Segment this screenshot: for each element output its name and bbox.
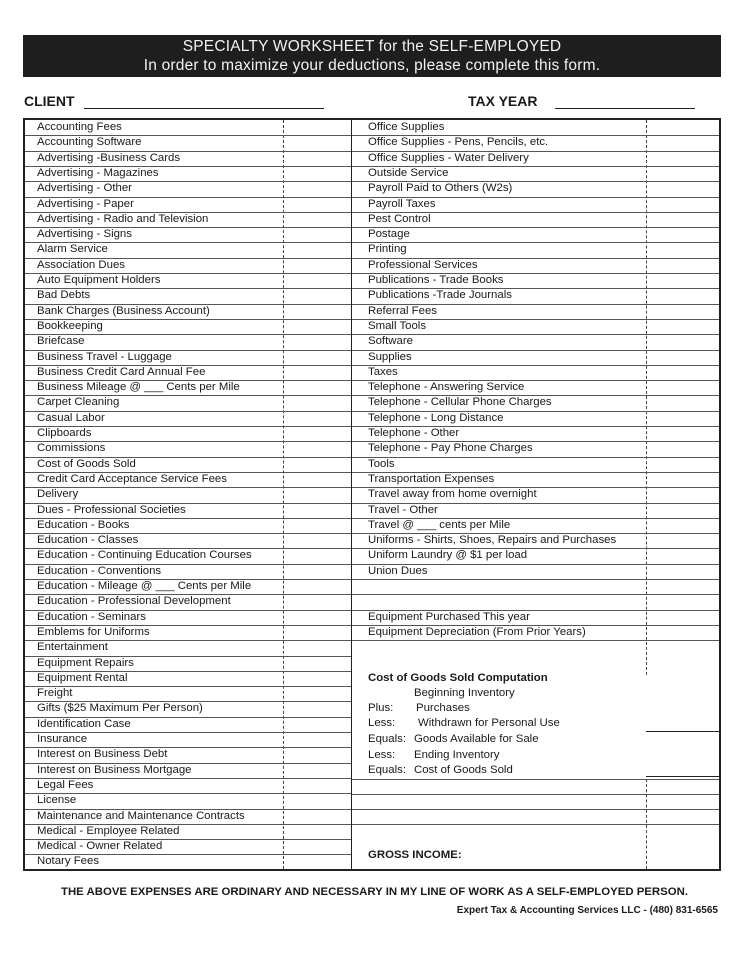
- expense-row: [25, 426, 351, 441]
- expense-row: [352, 212, 719, 227]
- expense-label: Equipment Depreciation (From Prior Years): [368, 625, 586, 638]
- expense-grid: [23, 118, 721, 871]
- expense-label: Education - Books: [37, 518, 130, 531]
- expense-label: Emblems for Uniforms: [37, 625, 150, 638]
- expense-row: [352, 503, 719, 518]
- row-divider: [352, 779, 719, 780]
- expense-row: [25, 824, 351, 839]
- expense-row: [352, 166, 719, 181]
- expense-row: [352, 533, 719, 548]
- expense-label: License: [37, 794, 77, 807]
- expense-row: [352, 242, 719, 257]
- expense-row: [352, 380, 719, 395]
- tax-year-label: TAX YEAR: [468, 93, 538, 109]
- expense-row: [25, 594, 351, 609]
- left-expense-column: [25, 120, 351, 869]
- client-label: CLIENT: [24, 93, 75, 109]
- footer-statement: THE ABOVE EXPENSES ARE ORDINARY AND NECESSARY IN MY LINE OF WORK AS A SELF-EMPLOYED PERSON.: [61, 886, 688, 898]
- cogs-equals-available: Equals: Goods Available for Sale: [368, 733, 539, 745]
- expense-row: [25, 778, 351, 793]
- expense-label: Bank Charges (Business Account): [37, 304, 210, 317]
- expense-label: Equipment Repairs: [37, 656, 134, 669]
- expense-label: Auto Equipment Holders: [37, 274, 161, 286]
- expense-label: Entertainment: [37, 641, 108, 654]
- expense-label: Telephone - Pay Phone Charges: [368, 442, 533, 455]
- expense-label: Payroll Taxes: [368, 197, 436, 210]
- expense-label: Publications - Trade Books: [368, 274, 504, 286]
- cogs-total-line: [646, 776, 719, 777]
- expense-label: Business Travel - Luggage: [37, 350, 172, 363]
- expense-label: Interest on Business Debt: [37, 748, 168, 761]
- expense-label: Bookkeeping: [37, 319, 103, 332]
- expense-label: Education - Mileage @ ___ Cents per Mile: [37, 580, 252, 592]
- expense-row: [25, 625, 351, 640]
- expense-label: Travel away from home overnight: [368, 488, 537, 501]
- expense-row: [352, 365, 719, 380]
- expense-row: [25, 380, 351, 395]
- expense-label: Education - Conventions: [37, 564, 162, 577]
- expense-label: Credit Card Acceptance Service Fees: [37, 472, 227, 485]
- expense-label: Carpet Cleaning: [37, 396, 120, 409]
- expense-label: Delivery: [37, 488, 79, 501]
- expense-label: Equipment Rental: [37, 671, 128, 684]
- expense-label: Union Dues: [368, 564, 428, 577]
- cogs-title: Cost of Goods Sold Computation: [368, 672, 548, 684]
- expense-label: Briefcase: [37, 335, 85, 348]
- expense-row: [25, 135, 351, 150]
- expense-row: [25, 273, 351, 288]
- expense-label: Office Supplies - Pens, Pencils, etc.: [368, 136, 549, 149]
- expense-label: Advertising -Business Cards: [37, 151, 181, 164]
- expense-label: Telephone - Answering Service: [368, 381, 525, 394]
- expense-row: [25, 701, 351, 716]
- expense-label: Legal Fees: [37, 778, 94, 791]
- expense-label: Advertising - Paper: [37, 197, 134, 210]
- worksheet-title: SPECIALTY WORKSHEET for the SELF-EMPLOYED: [182, 38, 562, 55]
- expense-label: Outside Service: [368, 166, 449, 179]
- expense-row: [25, 518, 351, 533]
- expense-row: [352, 594, 719, 609]
- expense-label: Casual Labor: [37, 411, 105, 424]
- expense-row: [25, 151, 351, 166]
- client-input-line[interactable]: [84, 94, 324, 109]
- expense-row: [25, 441, 351, 456]
- expense-label: Equipment Purchased This year: [368, 610, 530, 623]
- expense-label: Advertising - Signs: [37, 228, 132, 241]
- expense-label: Interest on Business Mortgage: [37, 763, 192, 776]
- row-divider: [352, 794, 719, 795]
- expense-row: [25, 793, 351, 808]
- expense-label: Publications -Trade Journals: [368, 289, 512, 302]
- expense-label: Dues - Professional Societies: [37, 503, 186, 516]
- expense-row: [352, 258, 719, 273]
- expense-label: Education - Classes: [37, 534, 139, 547]
- expense-label: Medical - Owner Related: [37, 840, 163, 853]
- row-divider: [352, 824, 719, 825]
- expense-row: [352, 579, 719, 594]
- row-divider: [352, 809, 719, 810]
- expense-label: Business Mileage @ ___ Cents per Mile: [37, 381, 240, 394]
- expense-row: [352, 640, 719, 655]
- expense-label: Cost of Goods Sold: [37, 457, 136, 470]
- expense-label: Alarm Service: [37, 243, 108, 256]
- expense-row: [352, 334, 719, 349]
- expense-row: [25, 487, 351, 502]
- worksheet-subtitle: In order to maximize your deductions, please complete this form.: [143, 57, 601, 74]
- expense-row: [25, 579, 351, 594]
- expense-row: [25, 503, 351, 518]
- expense-row: [352, 350, 719, 365]
- expense-row: [352, 441, 719, 456]
- expense-label: Professional Services: [368, 258, 478, 271]
- expense-row: [352, 548, 719, 563]
- expense-row: [25, 809, 351, 824]
- expense-row: [352, 625, 719, 640]
- expense-row: [352, 518, 719, 533]
- expense-row: [352, 197, 719, 212]
- expense-row: [352, 411, 719, 426]
- expense-label: Maintenance and Maintenance Contracts: [37, 809, 245, 822]
- expense-label: Advertising - Other: [37, 182, 132, 195]
- expense-row: [352, 395, 719, 410]
- expense-label: Small Tools: [368, 319, 427, 332]
- expense-label: Medical - Employee Related: [37, 824, 180, 837]
- expense-label: Telephone - Other: [368, 427, 460, 439]
- expense-label: Payroll Paid to Others (W2s): [368, 182, 513, 195]
- expense-label: Commissions: [37, 442, 106, 455]
- expense-label: Printing: [368, 243, 407, 256]
- expense-row: [25, 457, 351, 472]
- expense-row: [25, 227, 351, 242]
- expense-row: [25, 839, 351, 854]
- expense-label: Accounting Fees: [37, 121, 122, 133]
- expense-label: Clipboards: [37, 427, 92, 439]
- expense-row: [25, 763, 351, 778]
- expense-label: Association Dues: [37, 258, 126, 271]
- expense-label: Uniform Laundry @ $1 per load: [368, 549, 528, 562]
- expense-label: Office Supplies - Water Delivery: [368, 151, 529, 164]
- expense-row: [25, 166, 351, 181]
- expense-row: [25, 350, 351, 365]
- gross-income-label: GROSS INCOME:: [368, 849, 462, 861]
- tax-year-input-line[interactable]: [555, 94, 695, 109]
- expense-row: [25, 197, 351, 212]
- expense-label: Telephone - Cellular Phone Charges: [368, 396, 552, 409]
- expense-row: [25, 640, 351, 655]
- expense-row: [25, 120, 351, 135]
- expense-label: Notary Fees: [37, 855, 100, 868]
- expense-row: [25, 564, 351, 579]
- cogs-less-withdrawn: Less: Withdrawn for Personal Use: [368, 717, 560, 729]
- expense-label: Supplies: [368, 350, 412, 363]
- expense-row: [25, 686, 351, 701]
- expense-label: Pest Control: [368, 212, 431, 225]
- expense-row: [25, 212, 351, 227]
- expense-row: [352, 273, 719, 288]
- expense-row: [352, 564, 719, 579]
- expense-row: [25, 411, 351, 426]
- expense-row: [352, 288, 719, 303]
- expense-label: Education - Seminars: [37, 610, 146, 623]
- expense-label: Identification Case: [37, 717, 131, 730]
- expense-row: [25, 395, 351, 410]
- expense-row: [25, 181, 351, 196]
- expense-row: [25, 288, 351, 303]
- expense-row: [25, 854, 351, 869]
- expense-row: [25, 656, 351, 671]
- expense-label: Travel @ ___ cents per Mile: [368, 518, 511, 531]
- expense-label: Telephone - Long Distance: [368, 411, 504, 424]
- expense-row: [352, 135, 719, 150]
- title-banner: [23, 35, 721, 77]
- expense-label: Bad Debts: [37, 289, 91, 302]
- expense-row: [25, 334, 351, 349]
- expense-label: Insurance: [37, 733, 88, 745]
- expense-row: [352, 181, 719, 196]
- expense-label: Business Credit Card Annual Fee: [37, 365, 206, 378]
- expense-row: [25, 304, 351, 319]
- expense-row: [25, 747, 351, 762]
- expense-label: Freight: [37, 687, 73, 700]
- expense-row: [25, 242, 351, 257]
- cogs-plus: Plus: Purchases: [368, 702, 470, 714]
- expense-label: Advertising - Radio and Television: [37, 212, 209, 225]
- expense-row: [352, 487, 719, 502]
- expense-label: Postage: [368, 228, 410, 241]
- expense-label: Uniforms - Shirts, Shoes, Repairs and Purchases: [368, 534, 617, 547]
- expense-row: [25, 258, 351, 273]
- expense-row: [25, 472, 351, 487]
- expense-label: Travel - Other: [368, 503, 438, 516]
- expense-row: [352, 472, 719, 487]
- expense-label: Gifts ($25 Maximum Per Person): [37, 702, 203, 715]
- expense-label: Accounting Software: [37, 136, 142, 149]
- right-expense-column: [351, 120, 719, 869]
- expense-label: Tools: [368, 457, 395, 470]
- expense-row: [352, 227, 719, 242]
- expense-row: [25, 717, 351, 732]
- expense-row: [352, 457, 719, 472]
- expense-row: [352, 610, 719, 625]
- expense-row: [25, 548, 351, 563]
- client-field: [24, 93, 324, 109]
- expense-label: Taxes: [368, 365, 398, 378]
- expense-row: [25, 671, 351, 686]
- expense-row: [352, 319, 719, 334]
- expense-row: [25, 319, 351, 334]
- cogs-beginning: Beginning Inventory: [414, 687, 515, 699]
- expense-label: Education - Professional Development: [37, 595, 231, 608]
- expense-label: Transportation Expenses: [368, 472, 495, 485]
- cogs-less-ending: Less: Ending Inventory: [368, 749, 500, 761]
- expense-row: [25, 365, 351, 380]
- footer-company: Expert Tax & Accounting Services LLC - (480) 831-6565: [456, 905, 718, 916]
- expense-label: Software: [368, 335, 413, 348]
- expense-row: [25, 533, 351, 548]
- expense-row: [25, 610, 351, 625]
- expense-row: [352, 151, 719, 166]
- tax-year-field: [468, 93, 695, 109]
- expense-row: [352, 120, 719, 135]
- expense-row: [25, 732, 351, 747]
- expense-label: Referral Fees: [368, 304, 438, 317]
- cogs-equals-cogs: Equals: Cost of Goods Sold: [368, 764, 513, 776]
- expense-row: [352, 426, 719, 441]
- expense-label: Advertising - Magazines: [37, 166, 159, 179]
- expense-label: Office Supplies: [368, 121, 445, 133]
- expense-label: Education - Continuing Education Courses: [37, 549, 252, 562]
- expense-row: [352, 304, 719, 319]
